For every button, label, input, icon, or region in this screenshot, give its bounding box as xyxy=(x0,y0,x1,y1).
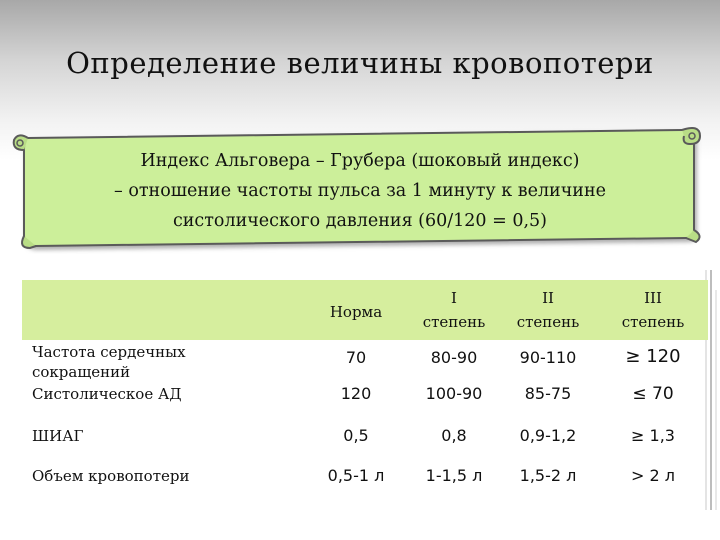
cell-bp-norm: 120 xyxy=(340,384,372,403)
scroll-line-1: Индекс Альговера – Грубера (шоковый индекс) xyxy=(140,151,580,171)
cell-hr-2: 90-110 xyxy=(519,348,577,367)
cell-si-norm: 0,5 xyxy=(343,426,369,445)
cell-si-1: 0,8 xyxy=(441,426,467,445)
cell-bl-norm: 0,5-1 л xyxy=(327,466,385,485)
blood-loss-table xyxy=(22,280,708,496)
header-degree-2-label: степень xyxy=(516,313,580,331)
row-label-blood-loss: Объем кровопотери xyxy=(32,467,190,485)
header-norm: Норма xyxy=(329,303,383,321)
row-label-shock-index: ШИАГ xyxy=(32,427,84,445)
cell-bp-3: ≤ 70 xyxy=(632,384,674,404)
slide-title: Определение величины кровопотери xyxy=(66,46,654,80)
cell-hr-1: 80-90 xyxy=(430,348,478,367)
row-label-heart-rate: Частота сердечных сокращений xyxy=(32,343,186,381)
cell-hr-norm: 70 xyxy=(345,348,367,367)
scroll-line-2: – отношение частоты пульса за 1 минуту к величине xyxy=(114,181,606,201)
row-label-systolic-bp: Систолическое АД xyxy=(32,385,182,403)
header-degree-2-num: II xyxy=(542,289,554,307)
cell-bl-2: 1,5-2 л xyxy=(519,466,577,485)
cell-bl-1: 1-1,5 л xyxy=(425,466,483,485)
header-degree-1-label: степень xyxy=(422,313,486,331)
scroll-line-3: систолического давления (60/120 = 0,5) xyxy=(172,211,548,231)
cell-si-2: 0,9-1,2 xyxy=(519,426,577,445)
scroll-text xyxy=(60,146,660,236)
scroll-banner xyxy=(10,122,710,254)
header-degree-3-label: степень xyxy=(621,313,685,331)
cell-si-3: ≥ 1,3 xyxy=(631,426,675,445)
cell-bl-3: > 2 л xyxy=(631,466,675,485)
header-degree-3-num: III xyxy=(644,289,662,307)
cell-bp-2: 85-75 xyxy=(524,384,572,403)
header-degree-1-num: I xyxy=(451,289,457,307)
cell-hr-3: ≥ 120 xyxy=(625,346,681,367)
cell-bp-1: 100-90 xyxy=(425,384,483,403)
